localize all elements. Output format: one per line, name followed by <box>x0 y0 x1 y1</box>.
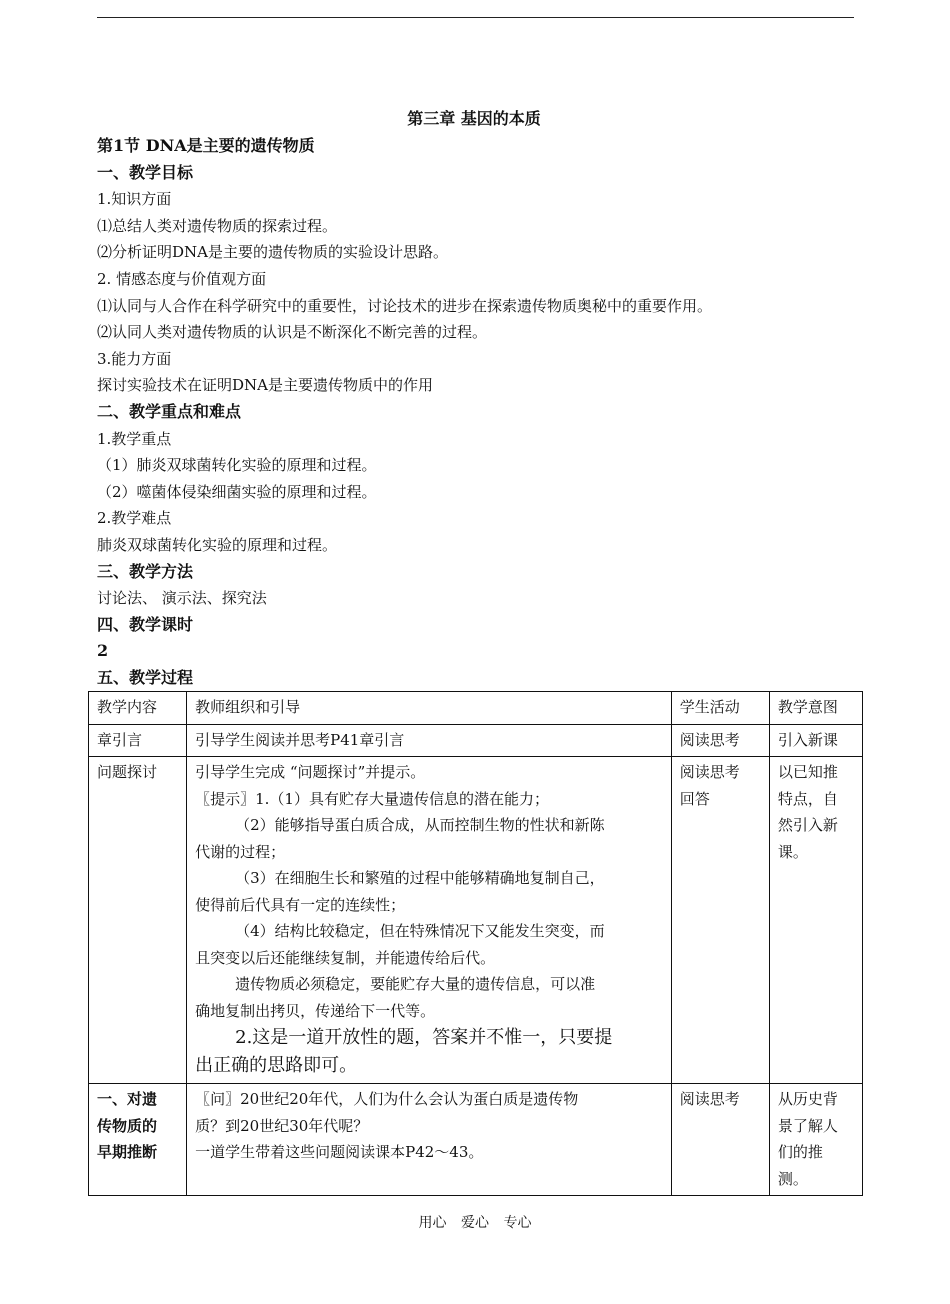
emotion-item-2: ⑵认同人类对遗传物质的认识是不断深化不断完善的过程。 <box>97 323 488 342</box>
cell-line: 质？到20世纪30年代呢？ <box>195 1116 369 1135</box>
cell-line: （2）能够指导蛋白质合成，从而控制生物的性状和新陈 <box>235 816 605 834</box>
cell-line: 们的推 <box>777 1143 823 1161</box>
cell-line: 传物质的 <box>97 1116 158 1135</box>
heading-methods: 三、教学方法 <box>97 561 194 581</box>
cell-line: 早期推断 <box>97 1143 158 1161</box>
cell-line: 回答 <box>679 789 710 808</box>
knowledge-heading: 1.知识方面 <box>97 190 172 209</box>
table-cell: 问题探讨 <box>89 757 187 1084</box>
table-cell <box>769 757 862 1084</box>
cell-line: 景了解人 <box>777 1116 838 1135</box>
header-cell: 学生活动 <box>671 692 769 725</box>
knowledge-item-2: ⑵分析证明DNA是主要的遗传物质的实验设计思路。 <box>97 243 448 262</box>
cell-line: （3）在细胞生长和繁殖的过程中能够精确地复制自己， <box>235 869 605 887</box>
table-cell: 阅读思考 <box>671 1084 769 1196</box>
ability-heading: 3.能力方面 <box>97 349 172 368</box>
cell-line: 从历史背 <box>777 1090 838 1108</box>
cell-line: 一道学生带着这些问题阅读课本P42～43。 <box>195 1143 484 1161</box>
hours-value: 2 <box>97 641 109 661</box>
table-cell <box>671 757 769 1084</box>
heading-process: 五、教学过程 <box>97 667 194 687</box>
cell-line: 〖提示〗1.（1）具有贮存大量遗传信息的潜在能力； <box>195 789 549 808</box>
heading-hours: 四、教学课时 <box>97 614 194 634</box>
cell-line: 确地复制出拷贝，传递给下一代等。 <box>195 1001 436 1020</box>
knowledge-item-1: ⑴总结人类对遗传物质的探索过程。 <box>97 216 338 235</box>
chapter-title: 第三章 基因的本质 <box>407 109 541 128</box>
heading-key-points: 二、教学重点和难点 <box>97 401 242 421</box>
methods-text: 讨论法、 演示法、探究法 <box>97 589 267 608</box>
cell-line: （4）结构比较稳定，但在特殊情况下又能发生突变，而 <box>235 922 605 940</box>
table-cell: 章引言 <box>89 724 187 757</box>
emotion-heading: 2. 情感态度与价值观方面 <box>97 269 267 288</box>
cell-line: 一、对遗 <box>97 1090 158 1108</box>
table-row <box>89 724 863 757</box>
footer-text: 用心 <box>418 1215 447 1231</box>
table-cell: 引导学生阅读并思考P41章引言 <box>187 724 672 757</box>
cell-line: 遗传物质必须稳定，要能贮存大量的遗传信息，可以准 <box>235 975 596 993</box>
key-heading: 1.教学重点 <box>97 429 172 448</box>
header-cell: 教学意图 <box>769 692 862 725</box>
cell-line: 〖问〗20世纪20年代，人们为什么会认为蛋白质是遗传物 <box>195 1090 579 1108</box>
key-item-2: （2）噬菌体侵染细菌实验的原理和过程。 <box>97 482 377 501</box>
footer-text: 专心 <box>503 1215 532 1231</box>
cell-line: 引导学生完成 “问题探讨”并提示。 <box>195 763 426 781</box>
process-table <box>88 691 863 1196</box>
header-cell: 教学内容 <box>89 692 187 725</box>
table-header-row <box>89 692 863 725</box>
table-cell <box>89 1084 187 1196</box>
header-cell: 教师组织和引导 <box>187 692 672 725</box>
cell-line: 课。 <box>777 842 808 861</box>
difficulty-item-1: 肺炎双球菌转化实验的原理和过程。 <box>97 535 338 554</box>
heading-objectives: 一、教学目标 <box>97 162 194 182</box>
difficulty-heading: 2.教学难点 <box>97 509 172 528</box>
table-cell: 引入新课 <box>769 724 862 757</box>
cell-line: 然引入新 <box>777 816 838 834</box>
cell-line: 特点，自 <box>777 789 838 808</box>
document-body <box>97 105 863 691</box>
cell-line: 阅读思考 <box>679 763 740 781</box>
cell-line: 使得前后代具有一定的连续性； <box>195 895 406 914</box>
cell-line: 2.这是一道开放性的题，答案并不惟一，只要提 <box>235 1027 613 1048</box>
emotion-item-1: ⑴认同与人合作在科学研究中的重要性，讨论技术的进步在探索遗传物质奥秘中的重要作用。 <box>97 296 713 315</box>
cell-line: 出正确的思路即可。 <box>195 1055 358 1076</box>
section-title: 第1节 DNA是主要的遗传物质 <box>97 136 315 155</box>
cell-line: 以已知推 <box>777 763 838 781</box>
footer-text: 爱心 <box>461 1215 489 1231</box>
cell-line: 且突变以后还能继续复制，并能遗传给后代。 <box>195 948 496 967</box>
cell-line: 代谢的过程； <box>195 842 286 861</box>
table-cell <box>769 1084 862 1196</box>
key-item-1: （1）肺炎双球菌转化实验的原理和过程。 <box>97 456 377 475</box>
ability-item-1: 探讨实验技术在证明DNA是主要遗传物质中的作用 <box>97 376 433 395</box>
table-cell: 阅读思考 <box>671 724 769 757</box>
cell-line: 测。 <box>777 1169 808 1188</box>
table-row <box>89 1084 863 1196</box>
table-cell <box>187 757 672 1084</box>
page-footer <box>0 1212 950 1232</box>
table-cell <box>187 1084 672 1196</box>
header-rule <box>97 17 854 18</box>
table-row <box>89 757 863 1084</box>
